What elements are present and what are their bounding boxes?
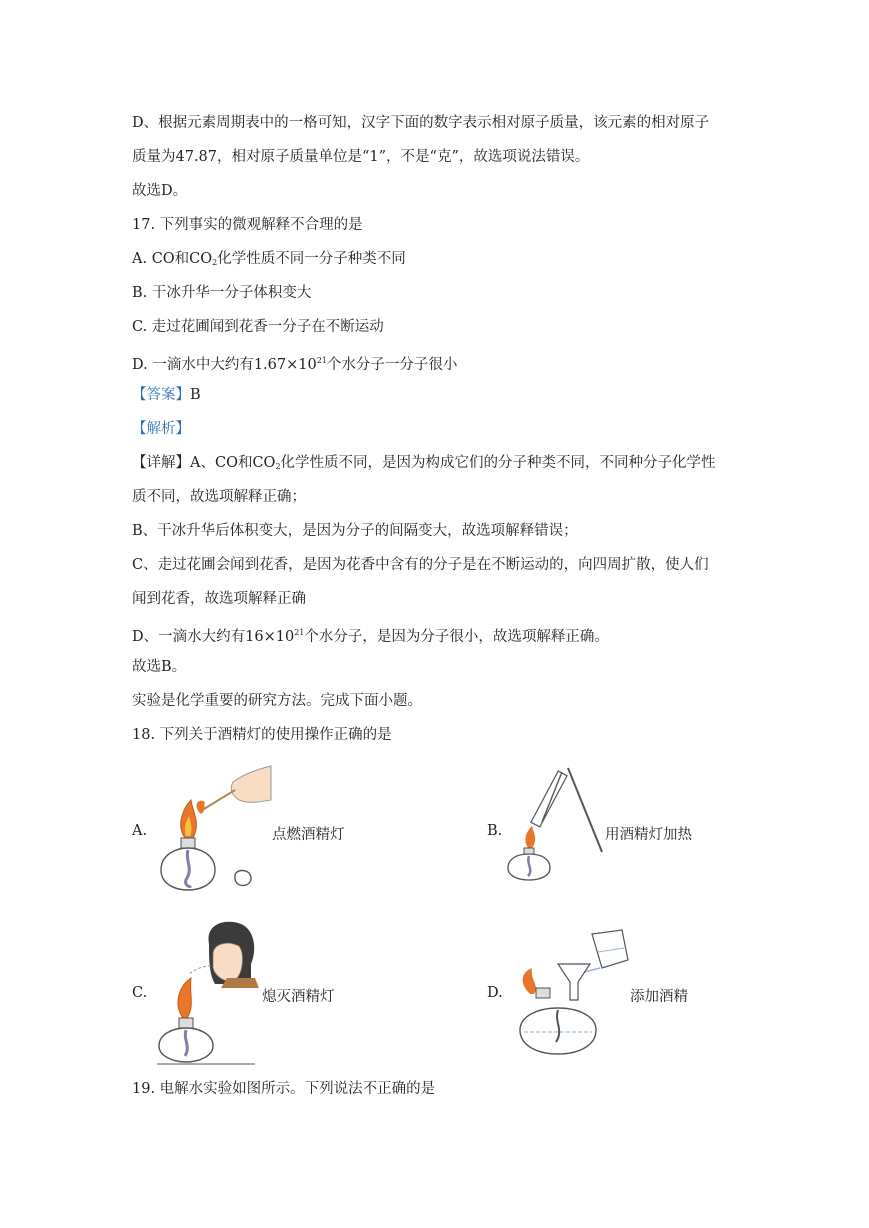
q17-option-b: B. 干冰升华一分子体积变大 [132, 285, 312, 301]
analysis-tag: 【解析】 [132, 421, 190, 437]
detail-a-prefix: A、CO和CO [190, 455, 276, 471]
section-intro: 实验是化学重要的研究方法。完成下面小题。 [132, 693, 422, 709]
detail-d-suffix: 个水分子，是因为分子很小，故选项解释正确。 [304, 629, 609, 645]
q18-option-c-caption: 熄灭酒精灯 [262, 989, 335, 1005]
q17-detail-d [132, 623, 609, 647]
extinguishing-lamp-blowing-image [155, 914, 265, 1068]
q17-option-d [132, 351, 457, 375]
q17-detail-c-line2: 闻到花香，故选项解释正确 [132, 591, 306, 607]
q18-option-c-label: C. [132, 985, 148, 1001]
detail-a-suffix: 化学性质不同，是因为构成它们的分子种类不同，不同种分子化学性 [280, 455, 716, 471]
q17-detail-c-line1: C、走过花圃会闻到花香，是因为花香中含有的分子是在不断运动的，向四周扩散，使人们 [132, 557, 709, 573]
q17-analysis-tag [132, 419, 190, 439]
q16-choice: 故选D。 [132, 183, 188, 199]
answer-tag: 【答案】 [132, 387, 190, 403]
q18-option-d-label: D. [487, 985, 503, 1001]
adding-alcohol-image [512, 928, 632, 1060]
q17-choice: 故选B。 [132, 659, 187, 675]
q17-option-a-prefix: A. CO和CO [132, 251, 213, 267]
q18-option-b-label: B. [487, 823, 503, 839]
q18-option-b-caption: 用酒精灯加热 [605, 827, 692, 843]
detail-d-superscript: 21 [294, 628, 305, 637]
q17-option-d-superscript: 21 [316, 356, 327, 365]
lighting-lamp-with-match-image [155, 760, 275, 896]
detail-a-subscript: 2 [275, 462, 281, 471]
q17-option-c: C. 走过花圃闻到花香一分子在不断运动 [132, 319, 384, 335]
q17-option-a-subscript: 2 [212, 258, 218, 267]
q18-option-d-caption: 添加酒精 [630, 989, 688, 1005]
q17-option-d-prefix: D. 一滴水中大约有1.67×10 [132, 357, 317, 373]
q16-option-d-explanation-line2: 质量为47.87，相对原子质量单位是“1”，不是“克”，故选项说法错误。 [132, 149, 590, 165]
detail-tag: 【详解】 [132, 455, 190, 471]
q17-detail-b: B、干冰升华后体积变大，是因为分子的间隔变大，故选项解释错误； [132, 523, 578, 539]
q17-option-a-suffix: 化学性质不同一分子种类不同 [217, 251, 406, 267]
q18-stem: 18. 下列关于酒精灯的使用操作正确的是 [132, 727, 392, 743]
q17-option-a [132, 249, 406, 273]
q17-answer [132, 385, 201, 405]
q17-option-d-suffix: 个水分子一分子很小 [326, 357, 458, 373]
q19-stem: 19. 电解水实验如图所示。下列说法不正确的是 [132, 1081, 436, 1097]
q17-stem: 17. 下列事实的微观解释不合理的是 [132, 217, 363, 233]
q17-detail-a-continued: 质不同，故选项解释正确； [132, 489, 306, 505]
answer-value: B [190, 387, 201, 403]
detail-d-prefix: D、一滴水大约有16×10 [132, 629, 295, 645]
q18-option-a-label: A. [132, 823, 148, 839]
q18-option-a-caption: 点燃酒精灯 [272, 827, 345, 843]
heating-test-tube-image [506, 762, 606, 882]
q16-option-d-explanation-line1: D、根据元素周期表中的一格可知，汉字下面的数字表示相对原子质量，该元素的相对原子 [132, 115, 710, 131]
q17-detail-a [132, 453, 716, 477]
